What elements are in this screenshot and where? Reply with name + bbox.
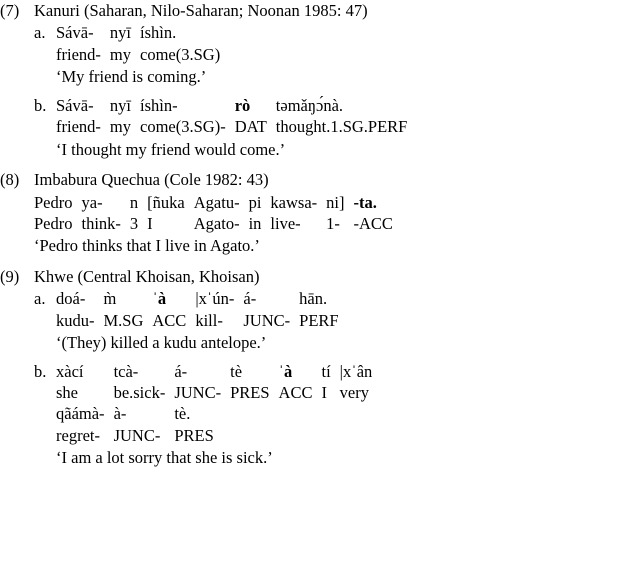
translation-line: ‘(They) killed a kudu antelope.’ [56, 333, 267, 353]
gloss-cell: kudu- [56, 310, 95, 330]
gloss-cell: ni] [326, 192, 345, 212]
gloss-cell: think- [81, 213, 121, 233]
example-header-7 [0, 0, 620, 22]
gloss-cell: tè. [174, 404, 191, 424]
gloss-cell: thought.1.SG.PERF [275, 117, 408, 137]
gloss-cell: m̀ [103, 289, 117, 309]
gloss-row [56, 382, 372, 403]
example-block-8 [0, 169, 620, 257]
example-number-8: (8) [0, 170, 20, 190]
gloss-cell: |xˈân [339, 361, 373, 381]
spacer [0, 257, 620, 266]
translation-line: ‘My friend is coming.’ [56, 67, 207, 87]
gloss-cell: be.sick- [113, 383, 166, 402]
spacer [0, 88, 620, 95]
gloss-row [56, 425, 372, 446]
example-title-9: Khwe (Central Khoisan, Khoisan) [34, 266, 260, 286]
subexample-letter-7b: b. [34, 95, 47, 115]
gloss-row [56, 116, 407, 137]
gloss-cell: kawsa- [270, 192, 318, 212]
gloss-cell: təmǎŋɔ́nà. [275, 95, 344, 115]
example-number-9: (9) [0, 266, 20, 286]
gloss-cell: nyī [109, 95, 131, 115]
example-title-8: Imbabura Quechua (Cole 1982: 43) [34, 170, 269, 190]
gloss-cell: tí [321, 361, 331, 381]
gloss-cell: ACC [278, 383, 313, 402]
gloss-cell: in [248, 213, 262, 233]
subexample-body-7a [56, 22, 620, 87]
gloss-cell: |xˈún- [195, 289, 235, 309]
example-header-8 [0, 169, 620, 191]
gloss-cell: ya- [81, 192, 103, 212]
spacer [0, 160, 620, 169]
gloss-cell: á- [174, 361, 188, 381]
gloss-cell: íshìn- [140, 95, 178, 115]
gloss-cell: xàcí [56, 361, 84, 381]
subexample-body-9b [56, 361, 620, 469]
subexample-body-7b [56, 95, 620, 160]
gloss-table-7a [56, 22, 220, 65]
subexample-7a [0, 22, 620, 87]
subexample-7b [0, 95, 620, 160]
gloss-cell: Pedro [34, 213, 73, 233]
gloss-table-9a [56, 288, 339, 331]
gloss-cell: I [321, 383, 327, 402]
gloss-row [34, 192, 393, 213]
gloss-cell: hān. [299, 289, 328, 309]
translation-line: ‘I am a lot sorry that she is sick.’ [56, 448, 273, 468]
gloss-cell: she [56, 383, 78, 402]
gloss-cell: PRES [230, 383, 270, 402]
gloss-cell: Agatu- [193, 192, 240, 212]
subexample-9b [0, 361, 620, 469]
gloss-cell: friend- [56, 44, 101, 64]
gloss-cell: tcà- [113, 361, 139, 381]
gloss-cell: DAT [234, 117, 267, 137]
gloss-cell: JUNC- [174, 383, 222, 402]
subexample-letter-7a: a. [34, 23, 46, 43]
example-block-9 [0, 266, 620, 469]
gloss-cell: qãámà- [56, 404, 105, 424]
gloss-cell: come(3.SG)- [140, 117, 226, 137]
gloss-row [56, 22, 220, 43]
subexample-body-8 [34, 192, 620, 257]
gloss-cell: Pedro [34, 192, 73, 212]
gloss-cell: kill- [195, 310, 223, 330]
gloss-cell: I [147, 213, 153, 233]
gloss-cell: PERF [299, 310, 339, 330]
subexample-letter-9b: b. [34, 361, 47, 381]
gloss-cell: nyī [109, 23, 131, 43]
gloss-cell: JUNC- [243, 310, 291, 330]
gloss-row [34, 213, 393, 234]
example-block-7 [0, 0, 620, 160]
gloss-cell: -ACC [353, 213, 393, 233]
subexample-body-9a [56, 288, 620, 353]
gloss-cell: tè [230, 361, 243, 381]
gloss-row [56, 361, 372, 382]
gloss-cell: [ñuka [147, 192, 185, 212]
gloss-cell: 1- [326, 213, 340, 233]
example-number-7: (7) [0, 1, 20, 20]
gloss-row [56, 95, 407, 116]
gloss-cell: my [109, 44, 131, 64]
gloss-row [56, 44, 220, 65]
translation-line: ‘I thought my friend would come.’ [56, 139, 286, 159]
gloss-cell: Sávā- [56, 23, 94, 43]
gloss-cell-highlight: ˈà [152, 289, 167, 309]
gloss-cell: doá- [56, 289, 86, 309]
gloss-row [56, 310, 339, 331]
gloss-cell: pi [248, 192, 262, 212]
gloss-cell: M.SG [103, 310, 144, 330]
gloss-row [56, 403, 372, 424]
gloss-row [56, 288, 339, 309]
gloss-cell: Sávā- [56, 95, 94, 115]
gloss-cell-highlight: rò [234, 95, 251, 115]
gloss-cell-highlight: ˈà [278, 361, 293, 381]
gloss-cell: Agato- [193, 213, 240, 233]
gloss-cell: 3 [129, 213, 139, 233]
gloss-table-7b [56, 95, 407, 138]
gloss-table-8 [34, 192, 393, 235]
gloss-cell: JUNC- [113, 425, 161, 445]
gloss-cell: n [129, 192, 139, 212]
gloss-cell: very [339, 383, 369, 402]
subexample-9a [0, 288, 620, 353]
gloss-cell: ACC [152, 310, 187, 330]
gloss-cell: friend- [56, 117, 101, 137]
gloss-table-9b [56, 361, 372, 447]
gloss-cell-highlight: -ta. [353, 192, 377, 212]
example-header-9 [0, 266, 620, 288]
gloss-cell: à- [113, 404, 127, 424]
gloss-cell: my [109, 117, 131, 137]
spacer [0, 354, 620, 361]
gloss-cell: come(3.SG) [140, 44, 221, 64]
gloss-cell: PRES [174, 425, 214, 445]
subexample-letter-9a: a. [34, 289, 46, 309]
translation-line: ‘Pedro thinks that I live in Agato.’ [34, 236, 260, 256]
gloss-cell: á- [243, 289, 257, 309]
example-title-7: Kanuri (Saharan, Nilo-Saharan; Noonan 1985: 47) [34, 1, 368, 20]
gloss-cell: regret- [56, 425, 100, 445]
gloss-cell: íshìn. [140, 23, 177, 43]
gloss-cell: live- [270, 213, 301, 233]
